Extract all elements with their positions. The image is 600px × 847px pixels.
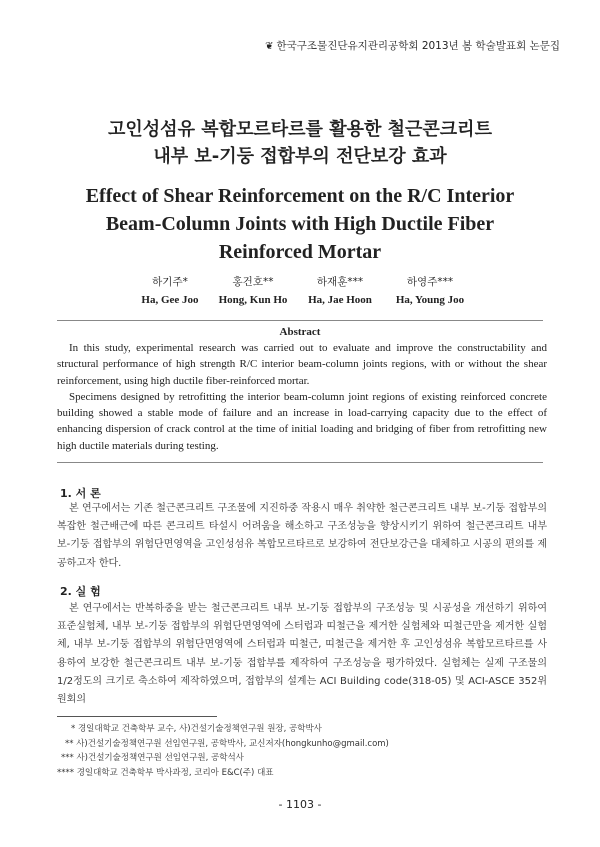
author-korean-name: 하재훈*** — [316, 276, 364, 288]
author-korean-name: 하영주*** — [406, 276, 454, 288]
footnote-1: * 경일대학교 건축학부 교수, 사)건설기술정책연구원 원장, 공학박사 — [71, 724, 322, 734]
english-title-line-1: Effect of Shear Reinforcement on the R/C Interior — [85, 185, 515, 207]
section-heading-introduction: 1. 서 론 — [60, 487, 101, 500]
running-header — [265, 38, 560, 53]
section-body-experiment — [57, 600, 547, 709]
body-paragraph: 본 연구에서는 기존 철근콘크리트 구조물에 지진하중 작용시 매우 취약한 철근콘크리트 내부 보-기둥 접합부의 복잡한 철근배근에 따른 콘크리트 타설시 어려움을 해소하고 구조성능을 향상시키기 위하여 철근콘크리트 내부 보-기둥 접합부의 위험단면영역을 고인성섬유 복합모르타르로 보강하여 전단보강근을 대체하고 시공의 편의를 제공하고자 한다. — [57, 503, 547, 569]
author-korean-name: 하기주* — [152, 276, 188, 288]
author-roman-name: Ha, Young Joo — [395, 294, 465, 306]
body-paragraph: 본 연구에서는 반복하중을 받는 철근콘크리트 내부 보-기둥 접합부의 구조성능 및 시공성을 개선하기 위하여 표준실험체, 내부 보-기둥 접합부의 위험단면영역에 스터럽과 띠철근을 제거한 실험체와 띠철근만을 제거한 실험체, 내부 보-기둥 접합부의 위험단면영역에 스터럽과 띠철근, 띠철근을 제거한 후 고인성섬유 복합모르타르를 사용하여 보강한 철근콘크리트 내부 보-기둥 접합부를 제작하여 구조성능을 평가하였다. 실험체는 실제 구조물의 1/2정도의 크기로 축소하여 제작하였으며, 접합부의 설계는 ACI Building code(318-05) 및 ACI-ASCE 352위원회의 — [57, 603, 547, 706]
section-body-introduction — [57, 500, 547, 573]
abstract-bottom-divider — [57, 462, 543, 463]
footnote-divider — [57, 716, 217, 717]
english-title-line-2: Beam-Column Joints with High Ductile Fiber — [105, 213, 495, 235]
author-roman-name: Ha, Jae Hoon — [308, 294, 372, 306]
author-4 — [370, 273, 490, 309]
proceedings-title: 한국구조물진단유지관리공학회 2013년 봄 학술발표회 논문집 — [276, 40, 560, 52]
abstract-top-divider — [57, 320, 543, 321]
korean-title-line-1: 고인성섬유 복합모르타르를 활용한 철근콘크리트 — [108, 119, 492, 140]
page-number: - 1103 - — [278, 798, 322, 811]
korean-title-line-2: 내부 보-기둥 접합부의 전단보강 효과 — [153, 146, 447, 167]
footnote-3: *** 사)건설기술정책연구원 선임연구원, 공학석사 — [61, 753, 244, 763]
author-roman-name: Ha, Gee Joo — [141, 294, 199, 306]
footnotes — [57, 722, 547, 780]
footnote-2: ** 사)건설기술정책연구원 선임연구원, 공학박사, 교신저자(hongkunho@gmail.com) — [65, 738, 389, 749]
abstract-paragraph-2: Specimens designed by retrofitting the interior beam-column joint regions of existing reinforced concrete building showed a stable mode of failure and an increase in load-carrying capacity due to the effect of enhancing dispersion of crack control at the time of initial loading and bridging of fiber from retrofitting new high ductile materials during testing. — [57, 390, 547, 452]
abstract-body — [57, 340, 547, 454]
author-korean-name: 홍건호** — [232, 276, 274, 288]
english-title-line-3: Reinforced Mortar — [218, 241, 382, 263]
section-heading-experiment: 2. 실 험 — [60, 585, 101, 598]
abstract-paragraph-1: In this study, experimental research was carried out to evaluate and improve the constructability and structural performance of high strength R/C interior beam-column joints regions, with or without the shear reinforcement, using high ductile fiber-reinforced mortar. — [57, 342, 547, 387]
abstract-heading: Abstract — [279, 326, 321, 338]
footnote-4: **** 경일대학교 건축학부 박사과정, 코리아 E&C(주) 대표 — [57, 767, 274, 778]
leaf-icon: ❦ — [265, 41, 274, 52]
author-roman-name: Hong, Kun Ho — [218, 294, 288, 306]
